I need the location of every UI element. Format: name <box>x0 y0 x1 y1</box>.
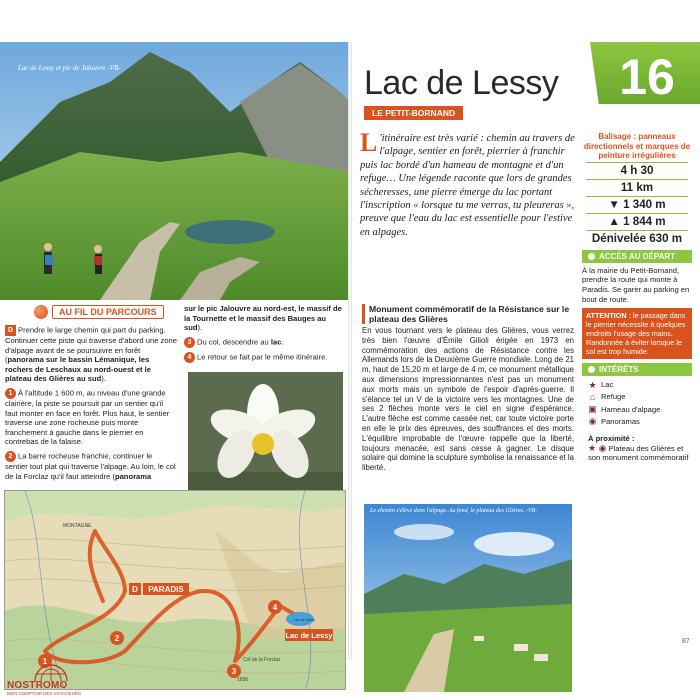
monument-box <box>362 304 574 473</box>
panorama-icon: ◉ <box>588 416 597 427</box>
step-text: La barre rocheuse franchie, continuer le sentier tout plat qui traverse l'alpage. Au loin, le col de la Forclaz qu'il faut atteindre ( <box>5 451 176 481</box>
box-body: En vous tournant vers le plateau des Glières, vous verrez très bien l'œuvre d'Émile Gilioli érigée en 1973 en commémoration des actions de Résistance contre les Allemands lors de la Deuxième Guerre mondiale. Long de 21 m, haut de 15,20 m et large de 4 m, ce monument métallique aux dimensions impressionnantes n'est pas un monument aux morts mais un symbole de l'espoir d'après-guerre. Il s'élance tel un V de la victoire vers les montagnes. Une de ses 2 flèches monte vers le ciel en signe d'espérance. L'autre flèche est comme cassée net, car toute victoire porte en elle le prix des épreuves, des souffrances et des morts. L'équilibre improbable de l'œuvre rappelle que la liberté, toujours menacée, est sans cesse à gagner. Le disque solaire qui domine la sculpture symbolise la renaissance et la liberté. <box>362 326 574 473</box>
step-marker: 4 <box>184 352 195 363</box>
proximite-label: À proximité : <box>588 433 635 443</box>
mountain-lake-illustration <box>0 42 350 300</box>
interet-label: Panoramas <box>601 416 640 426</box>
alpage-photo <box>364 504 572 692</box>
left-page <box>0 42 350 683</box>
watermark-name: NOSTROMO <box>7 680 68 691</box>
info-sidebar <box>582 132 692 463</box>
page-number: 87 <box>682 638 690 645</box>
route-steps-column-2 <box>184 304 344 367</box>
map-lake-label <box>285 629 333 641</box>
step-marker: 1 <box>5 388 16 399</box>
globe-logo-icon <box>31 660 71 682</box>
step-text-end: ). <box>101 374 106 384</box>
watermark-sub: BIEN COMPTOIR DES VOYAGEURS <box>7 691 82 696</box>
interet-label: Hameau d'alpage <box>601 404 661 414</box>
watermark <box>3 660 113 700</box>
photo-caption: Lac de Lessy et pic de Jalouvre -VB- <box>18 64 121 72</box>
box-title: Monument commémoratif de la Résistance sur le plateau des Glières <box>362 304 574 324</box>
interet-label: Refuge <box>601 392 626 402</box>
step-text-bold: sur le pic Jalouvre au nord-est, le massif de la Tournette et le massif des Bauges au sud <box>184 304 342 333</box>
interets-list <box>582 379 692 428</box>
divider <box>586 213 688 214</box>
proximite-text: Plateau des Glières et son monument commémoratif <box>588 443 689 463</box>
step-text-bold: panorama sur le bassin Lémanique, les rochers de Leschaux au nord-ouest et le plateau des Glières au sud <box>5 355 152 384</box>
step-text: Prendre le large chemin qui part du parking. Continuer cette piste qui traverse d'abord une zone d'alpage avant de se poursuivre en forêt ( <box>5 325 177 365</box>
interets-header <box>582 363 692 376</box>
photo-caption: Le chemin s'élève dans l'alpage. Au fond, le plateau des Glières. -VB- <box>370 508 538 514</box>
acces-header <box>582 250 692 263</box>
section-label: AU FIL DU PARCOURS <box>52 305 164 319</box>
step-text-bold: panorama <box>114 471 152 481</box>
divider <box>586 162 688 163</box>
acces-text: À la mairie du Petit-Bornand, prendre la route qui monte à Paradis. Se garer au parking en bout de route. <box>582 265 690 304</box>
svg-text:PARADIS: PARADIS <box>148 585 184 594</box>
intro-text: 'itinéraire est très varié : chemin au travers de l'alpage, sentier en forêt, pierrier à franchir puis lac bordé d'un hameau de montagne et d'un refuge… Une légende raconte que lors de grandes sécheresses, une pierre émerge du lac portant l'inscription « lorsque tu me verras, tu pleureras », preuve que l'eau du lac est essentielle pour l'estive en alpages. <box>360 133 575 238</box>
elevation-gain: Dénivelée 630 m <box>591 231 683 245</box>
list-item <box>588 404 692 416</box>
star-icon: ★ <box>588 379 597 390</box>
list-item <box>588 379 692 391</box>
interets-label: INTÉRÊTS <box>599 365 639 375</box>
lowest-altitude: ▼ 1 340 m <box>608 197 666 211</box>
step-2-continued <box>184 304 344 333</box>
balisage-text: Balisage : panneaux directionnels et marques de peinture irrégulières <box>583 132 691 161</box>
attention-box <box>582 308 692 359</box>
right-page <box>350 42 700 660</box>
route-number: 16 <box>619 49 675 105</box>
divider <box>586 179 688 180</box>
map-marker-4: 4 <box>272 603 278 612</box>
attention-label: ATTENTION : <box>586 311 631 321</box>
mountain-lake-photo <box>0 42 350 300</box>
map-altitude-label: 1896 <box>237 677 249 683</box>
section-header <box>34 305 164 319</box>
divider <box>586 196 688 197</box>
bullet-icon <box>34 305 48 319</box>
step-1 <box>5 388 177 447</box>
map-place-label: MONTAGNE <box>63 523 92 529</box>
list-item <box>588 391 692 403</box>
proximite-block <box>582 434 692 463</box>
alpage-illustration <box>364 504 572 692</box>
attention-text: le passage dans le pierrier nécessite à quelques endroits l'usage des mains. Randonnée à éviter lorsque le sol est trop humide. <box>586 311 686 357</box>
refuge-icon: ⌂ <box>589 391 596 402</box>
step-text: Le retour se fait par le même itinéraire. <box>197 352 328 362</box>
step-4 <box>184 352 344 363</box>
distance-value: 11 km <box>620 180 654 194</box>
step-marker: 3 <box>184 337 195 348</box>
map-marker-1: 1 <box>42 657 48 666</box>
map-lake-name: Lac de Lessy <box>294 618 315 622</box>
map-place-label: Col de la Forclaz <box>243 657 281 663</box>
step-text-bold: lac <box>270 337 282 347</box>
acces-label: ACCÈS AU DÉPART <box>599 251 676 261</box>
drop-cap: L <box>360 128 378 157</box>
step-marker: D <box>5 325 16 336</box>
svg-text:D: D <box>132 585 138 594</box>
step-text: Du col, descendre au <box>197 337 271 347</box>
hamlet-icon: ▣ <box>588 404 597 415</box>
step-3 <box>184 337 344 348</box>
map-marker-2: 2 <box>114 634 120 643</box>
map-marker-3: 3 <box>231 667 237 676</box>
book-spine <box>348 42 352 660</box>
map-start-label <box>129 583 189 595</box>
bullet-icon <box>588 253 595 260</box>
highest-altitude: ▲ 1 844 m <box>608 214 666 228</box>
route-steps-column-1 <box>5 325 177 485</box>
intro-paragraph <box>360 128 575 239</box>
page-title: Lac de Lessy <box>364 64 559 102</box>
page-subtitle: LE PETIT-BORNAND <box>364 106 463 120</box>
bullet-icon <box>588 366 595 373</box>
step-marker: 2 <box>5 451 16 462</box>
step-text: À l'altitude 1 600 m, au niveau d'une grande clairière, la piste se poursuit par un sentier qu'il faut monter en face en forêt. Plus haut, le sentier traverse une zone rocheuse puis monte franchement à gauche dans le pierrier en contrebas de la falaise. <box>5 388 170 447</box>
divider <box>586 230 688 231</box>
interet-label: Lac <box>601 380 614 390</box>
duration-value: 4 h 30 <box>620 163 654 177</box>
step-text-end: . <box>281 337 284 347</box>
proximite-text-line <box>588 444 692 463</box>
step-2 <box>5 451 177 481</box>
list-item <box>588 416 692 428</box>
step-text-end: ). <box>197 323 203 333</box>
svg-text:Lac de Lessy: Lac de Lessy <box>285 631 333 640</box>
star-icon: ★ ◉ <box>588 442 607 453</box>
step-start <box>5 325 177 384</box>
